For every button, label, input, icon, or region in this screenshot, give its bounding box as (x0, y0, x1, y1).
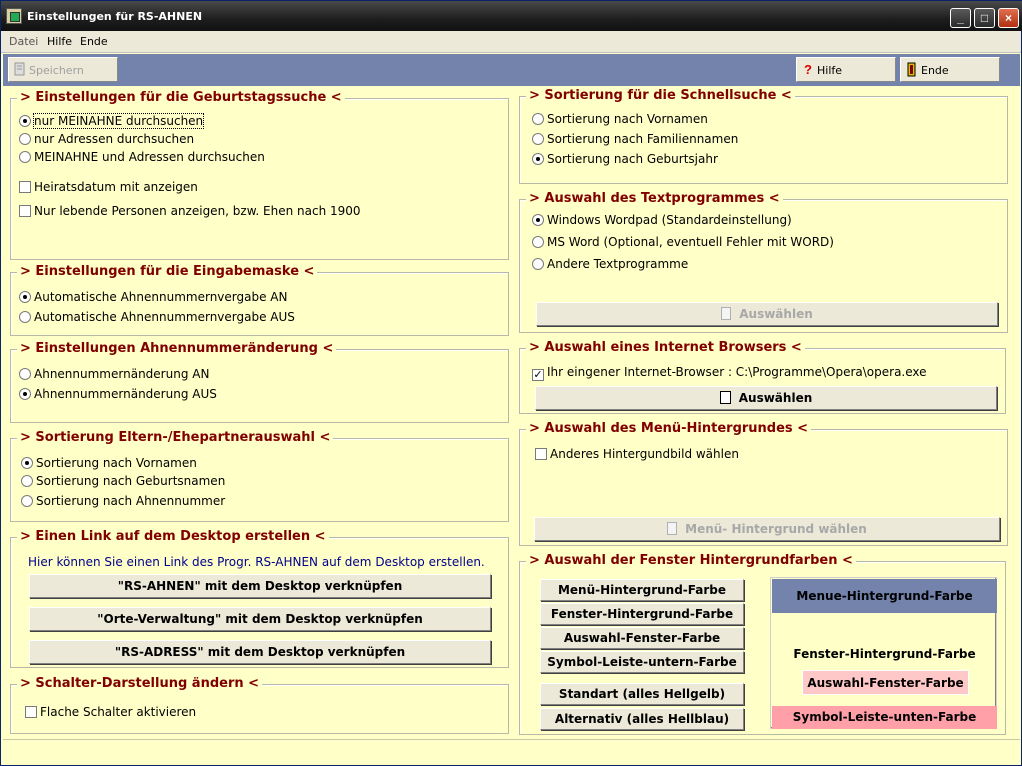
alternativ-preset-button[interactable]: Alternativ (alles Hellblau) (540, 708, 744, 730)
document-icon (667, 522, 677, 535)
menue-farbe-button[interactable]: Menü-Hintergrund-Farbe (540, 579, 744, 601)
radio-icon (19, 368, 31, 380)
radio-icon (19, 311, 31, 323)
title-bar[interactable] (1, 1, 1022, 31)
link-rs-adress-button[interactable]: "RS-ADRESS" mit dem Desktop verknüpfen (29, 640, 491, 664)
menu-hilfe[interactable]: Hilfe (47, 35, 73, 48)
radio-icon (532, 133, 544, 145)
save-icon (14, 62, 26, 77)
color-preview (770, 577, 997, 729)
check-heiratsdatum[interactable]: Heiratsdatum mit anzeigen (19, 180, 198, 194)
preview-fenster-farbe: Fenster-Hintergrund-Farbe (793, 647, 976, 661)
status-bar (3, 739, 1020, 765)
help-icon (802, 62, 814, 77)
radio-eltern-geburtsnamen[interactable]: Sortierung nach Geburtsnamen (21, 474, 225, 488)
radio-icon (19, 291, 31, 303)
group-title: > Schalter-Darstellung ändern < (17, 676, 262, 691)
group-title: > Einstellungen Ahnennummeränderung < (17, 341, 336, 356)
window-title: Einstellungen für RS-AHNEN (27, 10, 203, 23)
radio-ahnennummer-aus[interactable]: Automatische Ahnennummernvergabe AUS (19, 310, 295, 324)
checkmark-icon: ✓ (533, 368, 543, 381)
group-title: > Einstellungen für die Geburtstagssuche < (17, 90, 345, 105)
radio-icon (532, 113, 544, 125)
group-title: > Einstellungen für die Eingabemaske < (17, 264, 317, 279)
radio-eltern-vornamen[interactable]: Sortierung nach Vornamen (21, 456, 197, 470)
group-ahnennummeraenderung (10, 341, 509, 423)
radio-icon (19, 151, 31, 163)
symbol-farbe-button[interactable]: Symbol-Leiste-untern-Farbe (540, 651, 744, 673)
group-textprogramm (519, 191, 1008, 333)
radio-icon (532, 236, 544, 248)
document-icon (721, 307, 731, 320)
maximize-icon: □ (980, 11, 989, 25)
maximize-button[interactable] (974, 8, 995, 28)
menu-datei[interactable]: Datei (9, 35, 39, 48)
radio-eltern-ahnennummer[interactable]: Sortierung nach Ahnennummer (21, 494, 225, 508)
radio-geburtstag-meinahne[interactable]: nur MEINAHNE durchsuchen (19, 114, 203, 128)
end-button[interactable]: Ende (900, 57, 1000, 82)
close-button[interactable] (998, 8, 1019, 28)
radio-icon (21, 475, 33, 487)
radio-aenderung-an[interactable]: Ahnennummernänderung AN (19, 367, 209, 381)
group-desktop-link (10, 529, 509, 668)
radio-ahnennummer-an[interactable]: Automatische Ahnennummernvergabe AN (19, 290, 287, 304)
radio-text-wordpad[interactable]: Windows Wordpad (Standardeinstellung) (532, 213, 792, 227)
radio-schnell-vornamen[interactable]: Sortierung nach Vornamen (532, 112, 708, 126)
radio-icon (21, 495, 33, 507)
fenster-farbe-button[interactable]: Fenster-Hintergrund-Farbe (540, 603, 744, 625)
standart-preset-button[interactable]: Standart (alles Hellgelb) (540, 683, 744, 705)
document-search-icon (720, 391, 731, 404)
checkbox-icon (25, 706, 37, 718)
menu-bar (1, 31, 1021, 53)
radio-text-msword[interactable]: MS Word (Optional, eventuell Fehler mit WORD) (532, 235, 834, 249)
svg-text:?: ? (804, 62, 812, 77)
app-icon (6, 8, 22, 24)
checkbox-icon (19, 205, 31, 217)
group-schnellsuche (519, 88, 1008, 184)
group-title: > Einen Link auf dem Desktop erstellen < (17, 529, 329, 544)
minimize-icon: _ (957, 11, 964, 25)
radio-schnell-geburtsjahr[interactable]: Sortierung nach Geburtsjahr (532, 152, 718, 166)
radio-text-andere[interactable]: Andere Textprogramme (532, 257, 688, 271)
radio-icon (19, 388, 31, 400)
radio-icon (532, 153, 544, 165)
link-rs-ahnen-button[interactable]: "RS-AHNEN" mit dem Desktop verknüpfen (29, 574, 491, 598)
radio-icon (532, 258, 544, 270)
group-geburtstagssuche (10, 90, 509, 260)
group-fensterfarben (519, 553, 1006, 735)
radio-geburtstag-adressen[interactable]: nur Adressen durchsuchen (19, 132, 194, 146)
check-flache-schalter[interactable]: Flache Schalter aktivieren (25, 705, 196, 719)
close-icon: × (1004, 11, 1012, 25)
exit-door-icon (906, 62, 918, 77)
group-title: > Sortierung für die Schnellsuche < (526, 88, 795, 103)
group-eingabemaske (10, 264, 509, 336)
radio-geburtstag-beide[interactable]: MEINAHNE und Adressen durchsuchen (19, 150, 265, 164)
group-title: > Auswahl des Menü-Hintergrundes < (526, 421, 811, 436)
checkbox-icon (19, 181, 31, 193)
group-browser (519, 340, 1006, 414)
preview-auswahl-farbe: Auswahl-Fenster-Farbe (802, 670, 969, 695)
preview-symbol-farbe: Symbol-Leiste-unten-Farbe (772, 706, 997, 729)
radio-icon (532, 214, 544, 226)
save-button[interactable]: Speichern (8, 57, 118, 82)
link-orte-verwaltung-button[interactable]: "Orte-Verwaltung" mit dem Desktop verknüpfen (29, 607, 491, 631)
radio-icon (19, 115, 31, 127)
group-menue-hintergrund (519, 421, 1008, 546)
radio-schnell-familiennamen[interactable]: Sortierung nach Familiennamen (532, 132, 738, 146)
check-browser[interactable]: ✓ Ihr eingener Internet-Browser : C:\Programme\Opera\opera.exe (533, 365, 927, 381)
browser-auswaehlen-button[interactable]: Auswählen (535, 386, 997, 410)
auswahl-farbe-button[interactable]: Auswahl-Fenster-Farbe (540, 627, 744, 649)
preview-menue-farbe: Menue-Hintergrund-Farbe (772, 579, 997, 613)
group-title: > Auswahl des Textprogrammes < (526, 191, 783, 206)
group-title: > Sortierung Eltern-/Ehepartnerauswahl < (17, 430, 333, 445)
text-auswaehlen-button[interactable]: Auswählen (536, 302, 998, 326)
desktop-hint: Hier können Sie einen Link des Progr. RS-AHNEN auf dem Desktop erstellen. (28, 555, 485, 569)
group-title: > Auswahl eines Internet Browsers < (526, 340, 805, 355)
radio-icon (21, 457, 33, 469)
help-button[interactable]: ? Hilfe (796, 57, 896, 82)
group-title: > Auswahl der Fenster Hintergrundfarben < (526, 553, 856, 568)
check-hintergrundbild[interactable]: Anderes Hintergundbild wählen (535, 447, 739, 461)
radio-icon (19, 133, 31, 145)
check-nur-lebende[interactable]: Nur lebende Personen anzeigen, bzw. Ehen nach 1900 (19, 204, 361, 218)
group-schalter (10, 676, 509, 734)
toolbar (3, 54, 1020, 86)
group-eltern-sortierung (10, 430, 509, 522)
menu-ende[interactable]: Ende (80, 35, 108, 48)
minimize-button[interactable] (950, 8, 971, 28)
radio-aenderung-aus[interactable]: Ahnennummernänderung AUS (19, 387, 217, 401)
checkbox-icon (535, 448, 547, 460)
hintergrund-waehlen-button[interactable]: Menü- Hintergrund wählen (534, 517, 1000, 541)
